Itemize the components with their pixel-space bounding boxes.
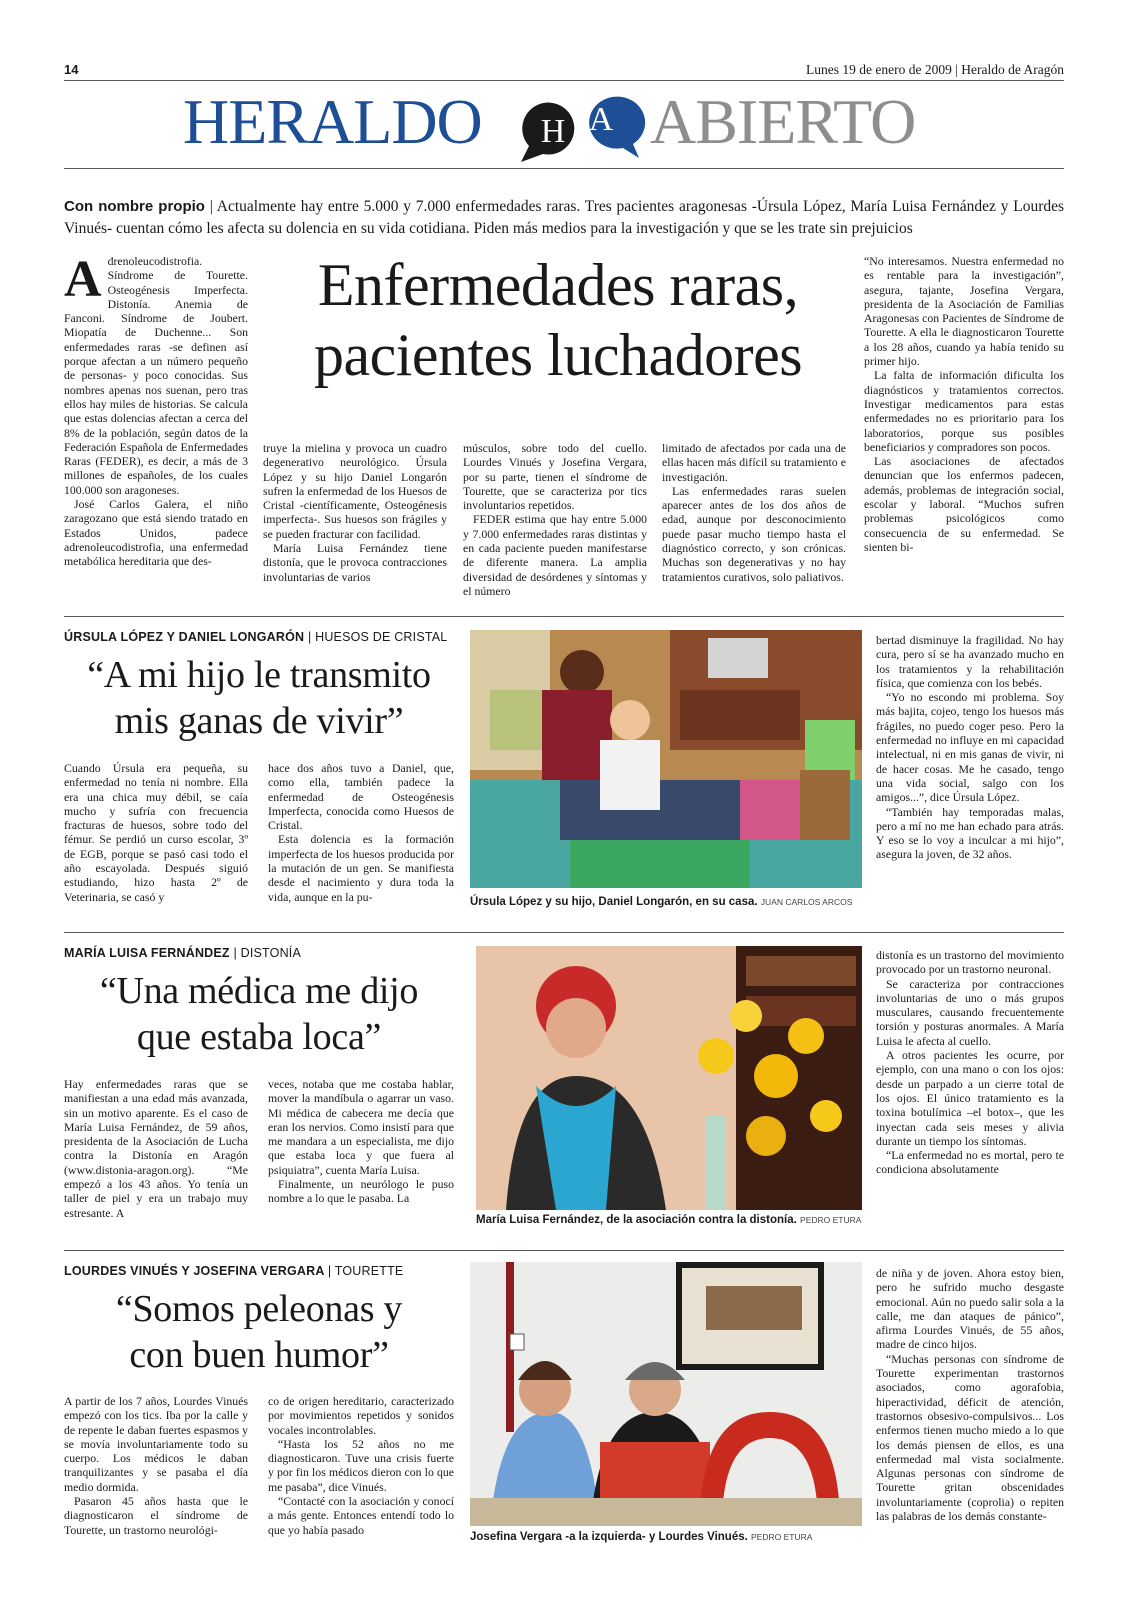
story1-photo: [470, 630, 862, 888]
story2-col3-p4: “La enfermedad no es mortal, pero te condiciona absolutamente: [876, 1148, 1064, 1177]
main-col5-p1: “No interesamos. Nuestra enfermedad no es rentable para la investigación”, asegura, tajante, Josefina Vergara, presidenta de la Asociación de Familias Aragonesas con Pacientes de Síndrome de Tourette. A ella le diagnosticaron Tourette a los 28 años, cuando ya había tenido su primer hijo.: [864, 254, 1064, 369]
speech-bubbles-logo: [515, 88, 647, 170]
story2-quote: [64, 968, 454, 1060]
main-headline: [258, 250, 858, 390]
story2-column-1: [64, 1077, 248, 1225]
story2-caption: [476, 1214, 861, 1226]
story2-col3-p2: Se caracteriza por contracciones involuntarias de uno o más grupos musculares, causando frecuentemente torsión y posturas anormales. A María Luisa le afecta al cuello.: [876, 976, 1064, 1048]
main-col2-p1: truye la mielina y provoca un cuadro degenerativo neurológico. Úrsula López y su hijo Daniel Longarón sufren la enfermedad de los Huesos de Cristal -científicamente, Osteogénesis imperfecta-. Sus huesos son frágiles y se pueden fracturar con facilidad.: [263, 441, 447, 541]
story3-col3-p2: “Muchas personas con síndrome de Tourette experimentan trastornos asociados, como agorafobia, hiperactividad, déficit de atención, trastornos obsesivo-compulsivos... Los enfermos tienen mucho miedo a lo que los demás piensen de ellos, es una enfermedad mal vista socialmente. Algunas personas con síndrome de Tourette gritan obscenidades involuntariamente (coprolia) o repiten las palabras de los demás constante-: [876, 1351, 1064, 1524]
story1-col3-p2: “Yo no escondo mi problema. Soy más bajita, cojeo, tengo los huesos más frágiles, no puedo coger peso. Pero la enfermedad no influye en mi capacidad intelectual, ni en mis ganas de vivir, ni de hacer cosas. Me he casado, tengo una vida social, salgo con los amigos...”, dice Úrsula López.: [876, 690, 1064, 805]
story1-col2-p1: hace dos años tuvo a Daniel, que, como ella, también padece la enfermedad de Osteogénesis Imperfecta, conocida como Huesos de Cristal.: [268, 761, 454, 833]
story2-photo-credit: PEDRO ETURA: [800, 1215, 862, 1225]
story3-kicker: [64, 1264, 403, 1278]
main-column-1: [64, 251, 248, 589]
masthead-heraldo: HERALDO: [183, 86, 482, 157]
lead-separator: |: [209, 198, 217, 215]
story1-column-2: [268, 761, 454, 909]
story1-col1-p1: Cuando Úrsula era pequeña, su enfermedad no tenía ni nombre. Ella era una chica muy débil, se caía mucho y sufría con frecuencia fracturas de huesos, sobre todo del fémur. Se perdió un curso escolar, 3º de EGB, porque se pasó casi todo el año escayolada. Después siguió estudiando, hizo hasta 2º de Veterinaria, se casó y: [64, 761, 248, 904]
story1-caption: [470, 896, 852, 908]
story2-kicker: [64, 946, 301, 960]
story1-col3-p1: bertad disminuye la fragilidad. No hay cura, pero sí se ha avanzado mucho en los tratamientos y la rehabilitación física, que comienza con los bebés.: [876, 633, 1064, 690]
story2-col2-p1: veces, notaba que me costaba hablar, mover la mandíbula o agarrar un vaso. Mi médica de cabecera me decía que eran los nervios. Como insistí para que me mandara a un especialista, me dijo que estaba loca y que fuera al psiquiatra”, cuenta María Luisa.: [268, 1077, 454, 1177]
section-rule-1: [64, 616, 1064, 617]
story3-col2-p3: “Contacté con la asociación y conocí a más gente. Entonces entendí todo lo que yo había pasado: [268, 1494, 454, 1537]
story2-kicker-tag: | DISTONÍA: [233, 946, 302, 960]
section-rule-2: [64, 932, 1064, 933]
story1-quote-line1: “A mi hijo le transmito: [87, 654, 431, 696]
main-col4-p1: limitado de afectados por cada una de ellas hacen más difícil su tratamiento e investigación.: [662, 441, 846, 484]
story1-col2-p2: Esta dolencia es la formación imperfecta de los huesos producida por la mutación de un gen. Se manifiesta desde el nacimiento y dura toda la vida, aunque en la pu-: [268, 832, 454, 904]
main-column-5: [864, 254, 1064, 589]
main-column-3: [463, 441, 647, 598]
main-col3-p2: FEDER estima que hay entre 5.000 y 7.000 enfermedades raras distintas y en cada paciente pueden manifestarse de diferente manera. La amplia diversidad de desórdenes y síntomas y el número: [463, 512, 647, 598]
story1-column-3: [876, 633, 1064, 909]
lead-paragraph: [64, 196, 1064, 240]
main-col5-p3: Las asociaciones de afectados denuncian que los enfermos padecen, además, problemas de integración social, escolar y laboral. “Muchos sufren problemas psicológicos como consecuencia de su enfermedad. Se sienten bi-: [864, 454, 1064, 554]
main-column-2: [263, 441, 447, 589]
story1-quote: [64, 652, 454, 744]
main-col1-p1: drenoleucodistrofia. Síndrome de Tourette. Osteogénesis Imperfecta. Distonía. Anemia de Fanconi. Síndrome de Joubert. Miopatía de Duchenne... Son enfermedades raras -se definen así porque afectan a un número pequeño de personas- y poco conocidas. Sus nombres apenas nos suenan, pero tras ellos hay miles de historias. Se calcula que estas dolencias afectan a cerca del 8% de la población, según datos de la Federación Española de Enfermedades Raras (FEDER), es decir, a más de 3 millones de españoles, de los cuales 100.000 son aragoneses.: [64, 254, 248, 497]
story2-col1-p1: Hay enfermedades raras que se manifiestan a una edad más avanzada, sin un motivo aparente. Es el caso de María Luisa Fernández, de 59 años, presidenta de la Asociación de Lucha contra la Distonía en Aragón (www.distonia-aragon.org). “Me empezó a los 43 años. Yo tenía un taller de piel y era un trabajo muy estresante. A: [64, 1077, 248, 1220]
story3-photo: [470, 1262, 862, 1526]
story2-caption-text: María Luisa Fernández, de la asociación contra la distonía.: [476, 1214, 797, 1226]
story1-kicker: [64, 630, 447, 644]
story1-quote-line2: mis ganas de vivir”: [114, 700, 404, 742]
drop-cap: A: [64, 251, 102, 308]
story3-quote-line2: con buen humor”: [129, 1334, 389, 1376]
story1-caption-text: Úrsula López y su hijo, Daniel Longarón, en su casa.: [470, 896, 758, 908]
main-col3-p1: músculos, sobre todo del cuello. Lourdes Vinués y Josefina Vergara, por su parte, tienen el síndrome de Tourette, que se caracteriza por tics involuntarios repetidos.: [463, 441, 647, 513]
story3-col2-p1: co de origen hereditario, caracterizado por movimientos repetidos y sonidos vocales incontrolables.: [268, 1394, 454, 1437]
story3-photo-credit: PEDRO ETURA: [751, 1532, 813, 1542]
main-column-4: [662, 441, 846, 589]
story1-kicker-names: ÚRSULA LÓPEZ Y DANIEL LONGARÓN: [64, 630, 305, 644]
story1-photo-credit: JUAN CARLOS ARCOS: [760, 897, 853, 907]
story2-photo: [476, 946, 862, 1210]
story3-col1-p2: Pasaron 45 años hasta que le diagnosticaron el síndrome de Tourette, un trastorno neurológi-: [64, 1494, 248, 1537]
badge-letter-a: A: [588, 101, 614, 138]
masthead-rule: [64, 168, 1064, 169]
story3-column-1: [64, 1394, 248, 1542]
story3-caption: [470, 1531, 812, 1543]
main-col1-p2: José Carlos Galera, el niño zaragozano que está siendo tratado en Estados Unidos, padece adrenoleucodistrofia, una enfermedad metabólica hereditaria que des-: [64, 497, 248, 569]
story2-quote-line2: que estaba loca”: [136, 1016, 382, 1058]
main-col5-p2: La falta de información dificulta los diagnósticos y tratamientos correctos. Investigar medicamentos para estas enfermedades no es prioritario para los laboratorios, porque sus posibles beneficiarios y compradores son pocos.: [864, 368, 1064, 454]
main-headline-line2: pacientes luchadores: [313, 322, 803, 388]
masthead: [0, 84, 1128, 164]
story2-col2-p2: Finalmente, un neurólogo le puso nombre a lo que le pasaba. La: [268, 1177, 454, 1206]
main-col4-p2: Las enfermedades raras suelen aparecer antes de los dos años de edad, aunque por desconocimiento puede pasar mucho tiempo hasta el diagnóstico correcto, y son crónicas. Muchas son degenerativas y no hay tratamientos curativos, solo paliativos.: [662, 483, 846, 584]
story2-col3-p1: distonía es un trastorno del movimiento provocado por un trastorno neuronal.: [876, 948, 1064, 977]
story3-column-3: [876, 1266, 1064, 1546]
main-col2-p2: María Luisa Fernández tiene distonía, que le provoca contracciones involuntarias de varios: [263, 541, 447, 584]
story3-column-2: [268, 1394, 454, 1542]
page-number: 14: [64, 62, 79, 77]
badge-letter-h: H: [540, 113, 566, 150]
story3-caption-text: Josefina Vergara -a la izquierda- y Lourdes Vinués.: [470, 1531, 748, 1543]
story2-column-3: [876, 948, 1064, 1228]
main-headline-line1: Enfermedades raras,: [317, 252, 799, 318]
lead-label: Con nombre propio: [64, 198, 205, 215]
story1-kicker-tag: | HUESOS DE CRISTAL: [307, 630, 448, 644]
story3-kicker-names: LOURDES VINUÉS Y JOSEFINA VERGARA: [64, 1264, 325, 1278]
story3-col3-p1: de niña y de joven. Ahora estoy bien, pero he sufrido mucho desgaste emocional. Aún no puedo salir sola a la calle, me dan ataques de pánico”, afirma Lourdes Vinués, de 55 años, madre de cinco hijos.: [876, 1266, 1064, 1352]
story3-quote-line1: “Somos peleonas y: [115, 1288, 403, 1330]
date-and-paper: Lunes 19 de enero de 2009 | Heraldo de Aragón: [806, 62, 1064, 77]
masthead-abierto: ABIERTO: [650, 86, 916, 157]
story2-quote-line1: “Una médica me dijo: [99, 970, 419, 1012]
story3-kicker-tag: | TOURETTE: [327, 1264, 404, 1278]
lead-text: Actualmente hay entre 5.000 y 7.000 enfermedades raras. Tres pacientes aragonesas -Úrsula López, María Luisa Fernández y Lourdes Vinués- cuentan cómo les afecta su dolencia en su vida cotidiana. Piden más medios para la investigación y que se les trate sin prejuicios: [64, 198, 1065, 237]
story1-column-1: [64, 761, 248, 909]
story2-column-2: [268, 1077, 454, 1225]
section-rule-3: [64, 1250, 1064, 1251]
story3-quote: [64, 1286, 454, 1378]
header-rule: [64, 80, 1064, 81]
story3-col1-p1: A partir de los 7 años, Lourdes Vinués empezó con los tics. Iba por la calle y de repente le daban fuertes espasmos y se movía involuntariamente todo su cuerpo. Los médicos le daban tranquilizantes y se pasaba el día medio dormida.: [64, 1394, 248, 1494]
story1-col3-p3: “También hay temporadas malas, pero a mí no me han echado para atrás. Y eso se lo voy a inculcar a mi hijo”, asegura la joven, de 32 años.: [876, 804, 1064, 862]
story2-kicker-names: MARÍA LUISA FERNÁNDEZ: [64, 946, 230, 960]
story2-col3-p3: A otros pacientes les ocurre, por ejemplo, con una mano o con los ojos: desde un parpado a un cierre total de los ojos. El único tratamiento es la toxina botulímica –el botox–, que les inyectan cada seis meses y alivia durante un tiempo los síntomas.: [876, 1048, 1064, 1148]
story3-col2-p2: “Hasta los 52 años no me diagnosticaron. Tuve una crisis fuerte y por fin los médicos dieron con lo que me pasaba”, dice Vinués.: [268, 1436, 454, 1494]
